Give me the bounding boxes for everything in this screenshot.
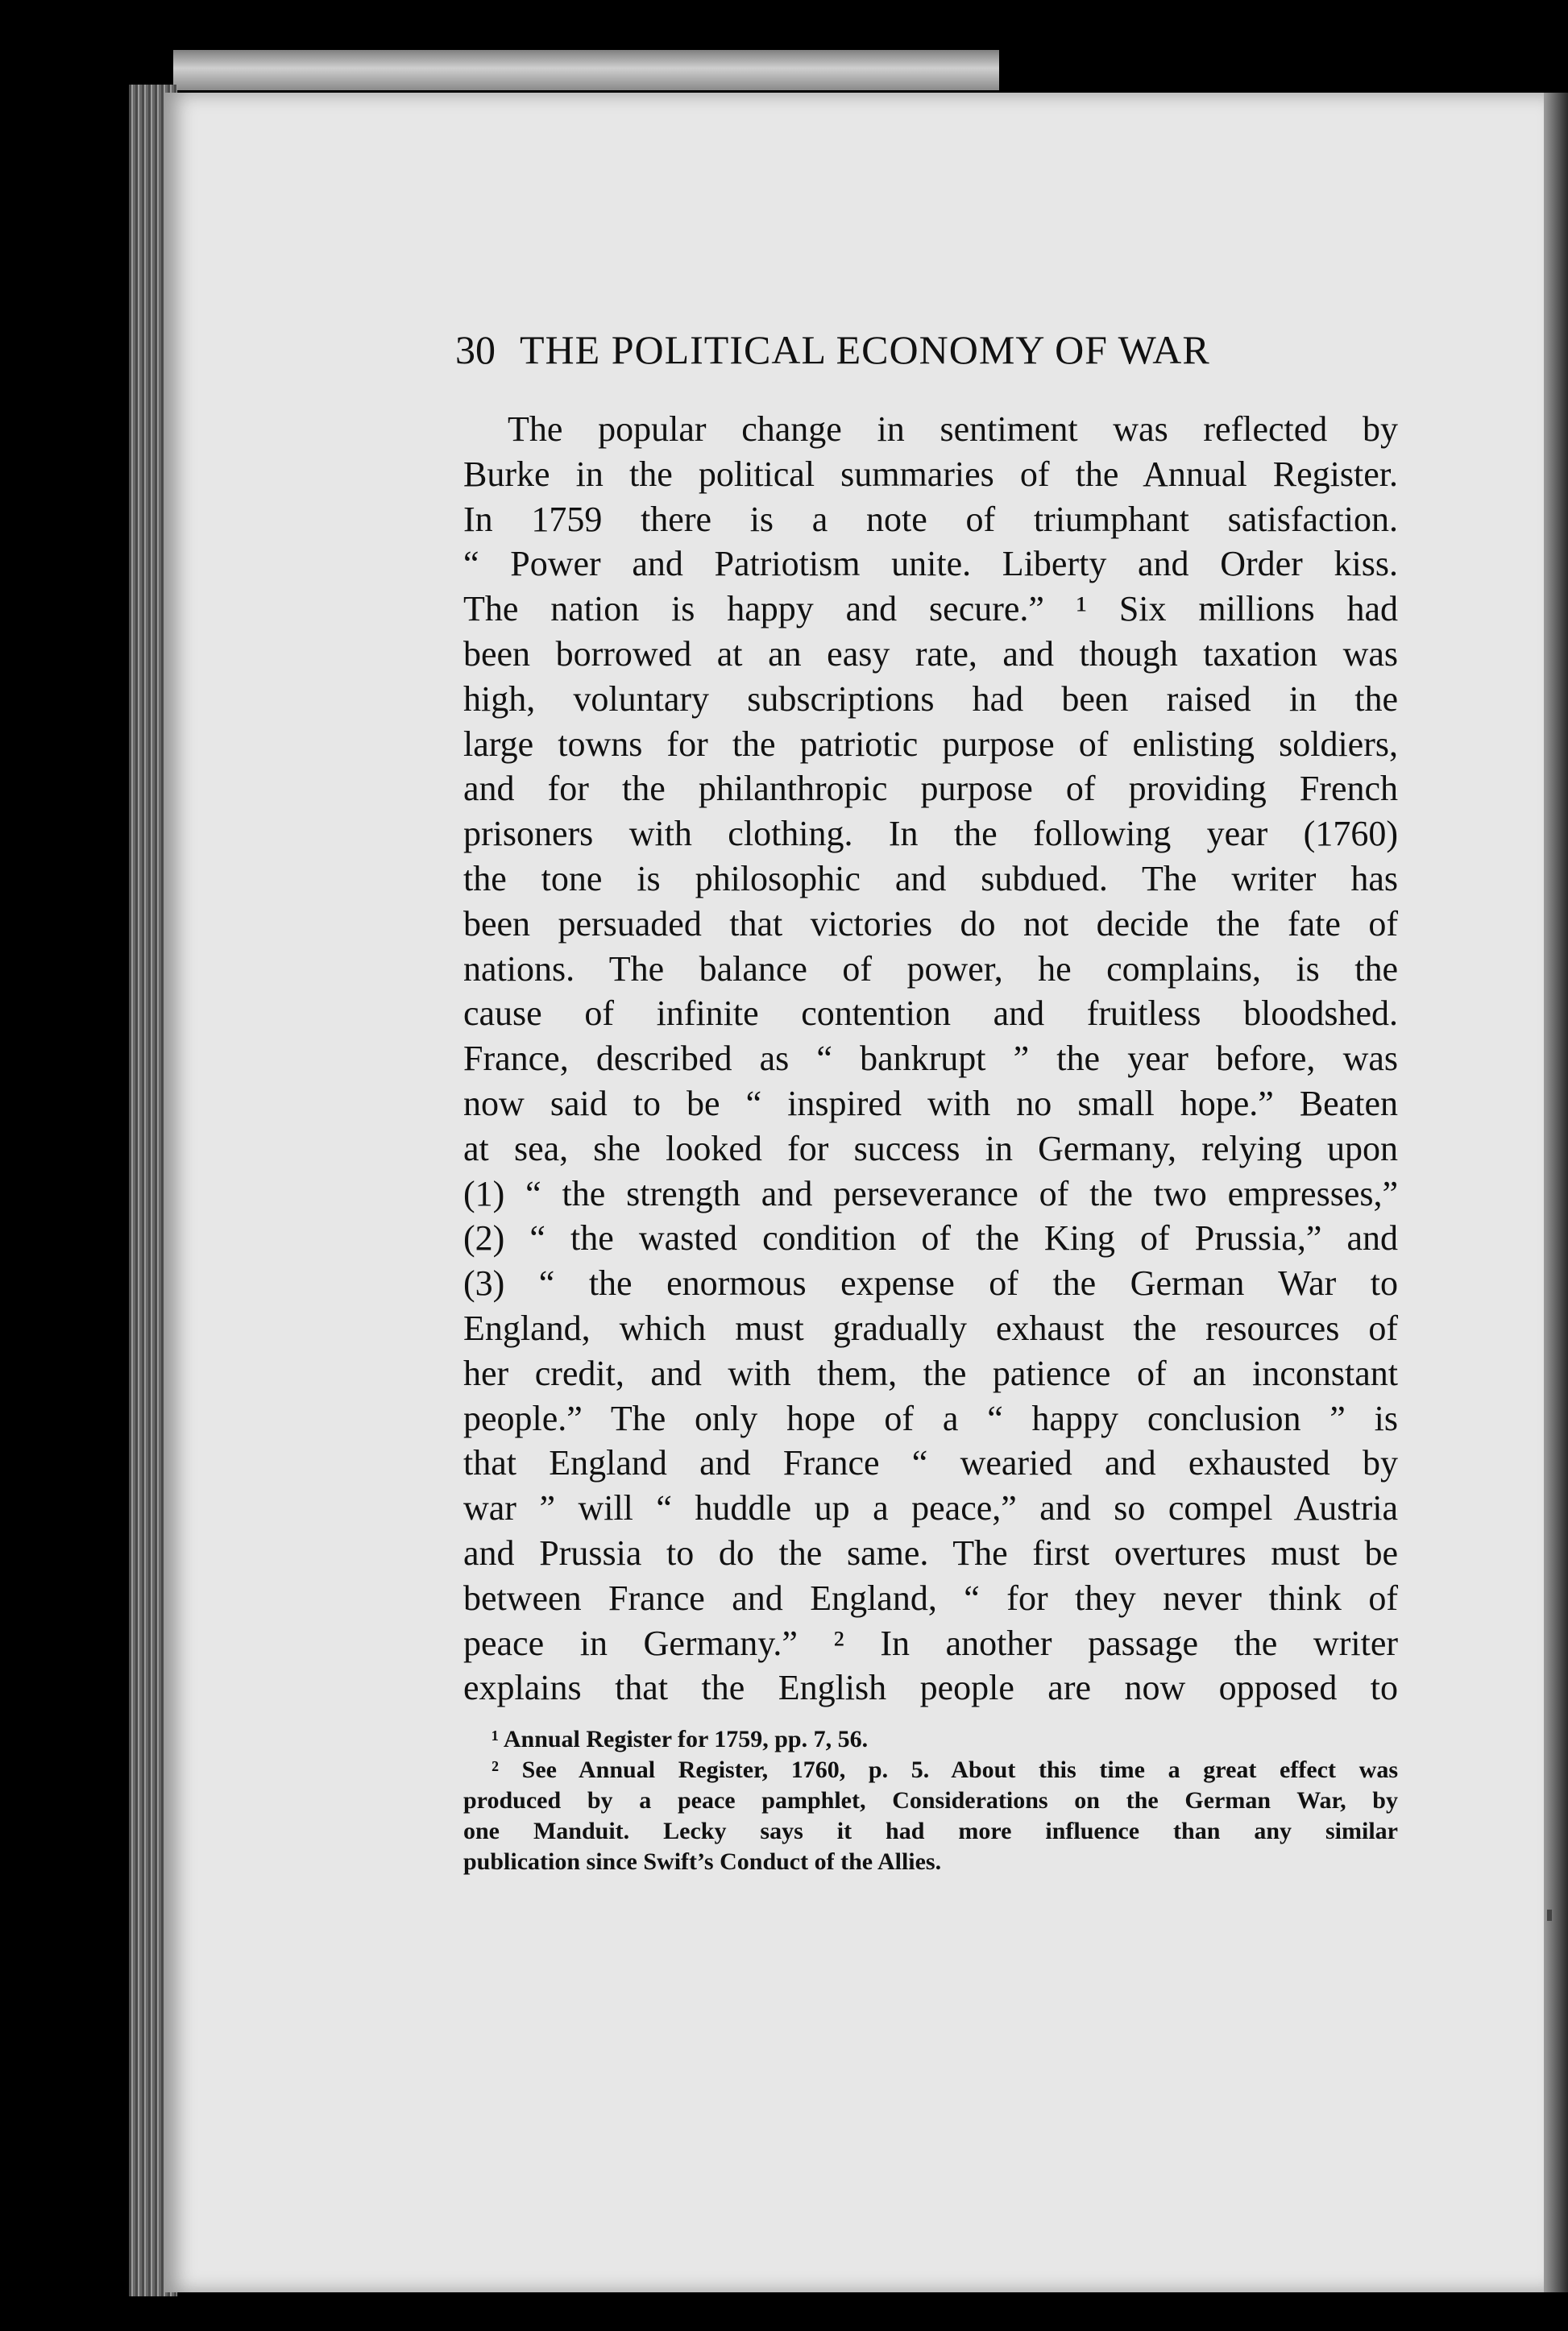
body-text	[463, 407, 1398, 1711]
page-top-shadow-strip	[173, 50, 999, 90]
text-line: that England and France “ wearied and exhausted by	[463, 1443, 1398, 1483]
text-line: now said to be “ inspired with no small hope.” Beaten	[463, 1083, 1398, 1123]
text-line: high, voluntary subscriptions had been raised in the	[463, 678, 1398, 719]
text-line: Burke in the political summaries of the Annual Register.	[463, 454, 1398, 494]
page-number: 30	[455, 327, 496, 372]
text-line: (1) “ the strength and perseverance of the two empresses,”	[463, 1173, 1398, 1213]
text-line: peace in Germany.” ² In another passage the writer	[463, 1623, 1398, 1663]
text-line: war ” will “ huddle up a peace,” and so compel Austria	[463, 1488, 1398, 1528]
text-line: cause of infinite contention and fruitless bloodshed.	[463, 993, 1398, 1034]
text-line: been persuaded that victories do not decide the fate of	[463, 903, 1398, 944]
text-line: and Prussia to do the same. The first overtures must be	[463, 1533, 1398, 1573]
text-line: nations. The balance of power, he complains, is the	[463, 948, 1398, 989]
text-line: been borrowed at an easy rate, and though taxation was	[463, 633, 1398, 674]
text-line: “ Power and Patriotism unite. Liberty and Order kiss.	[463, 544, 1398, 584]
text-line: explains that the English people are now opposed to	[463, 1668, 1398, 1708]
text-line: The nation is happy and secure.” ¹ Six millions had	[463, 589, 1398, 629]
footnote-line: produced by a peace pamphlet, Considerations on the German War, by	[463, 1787, 1398, 1814]
text-line: In 1759 there is a note of triumphant satisfaction.	[463, 499, 1398, 539]
text-line: between France and England, “ for they never think of	[463, 1578, 1398, 1618]
scan-speck	[1547, 1910, 1552, 1921]
footnote-line: publication since Swift’s Conduct of the Allies.	[463, 1848, 942, 1875]
text-line: the tone is philosophic and subdued. The writer has	[463, 858, 1398, 898]
text-line: France, described as “ bankrupt ” the year before, was	[463, 1039, 1398, 1079]
text-line: her credit, and with them, the patience of an inconstant	[463, 1353, 1398, 1393]
footnotes	[463, 1724, 1398, 1877]
footnote-2: ² See Annual Register, 1760, p. 5. About this time a great effect was	[492, 1757, 1398, 1783]
text-line: (3) “ the enormous expense of the German War to	[463, 1263, 1398, 1304]
footnote-1: ¹ Annual Register for 1759, pp. 7, 56.	[492, 1726, 869, 1752]
running-title: THE POLITICAL ECONOMY OF WAR	[520, 327, 1210, 372]
text-line: and for the philanthropic purpose of providing French	[463, 769, 1398, 809]
page-right-gutter	[1544, 93, 1568, 2292]
text-line: England, which must gradually exhaust the resources of	[463, 1308, 1398, 1348]
text-line: people.” The only hope of a “ happy conclusion ” is	[463, 1398, 1398, 1438]
running-head	[455, 326, 1321, 373]
text-line: prisoners with clothing. In the following year (1760)	[463, 814, 1398, 854]
text-line: (2) “ the wasted condition of the King of Prussia,” and	[463, 1218, 1398, 1259]
text-line: The popular change in sentiment was reflected by	[508, 409, 1398, 449]
footnote-line: one Manduit. Lecky says it had more influence than any similar	[463, 1818, 1398, 1844]
text-line: at sea, she looked for success in Germany, relying upon	[463, 1128, 1398, 1168]
text-line: large towns for the patriotic purpose of enlisting soldiers,	[463, 724, 1398, 764]
